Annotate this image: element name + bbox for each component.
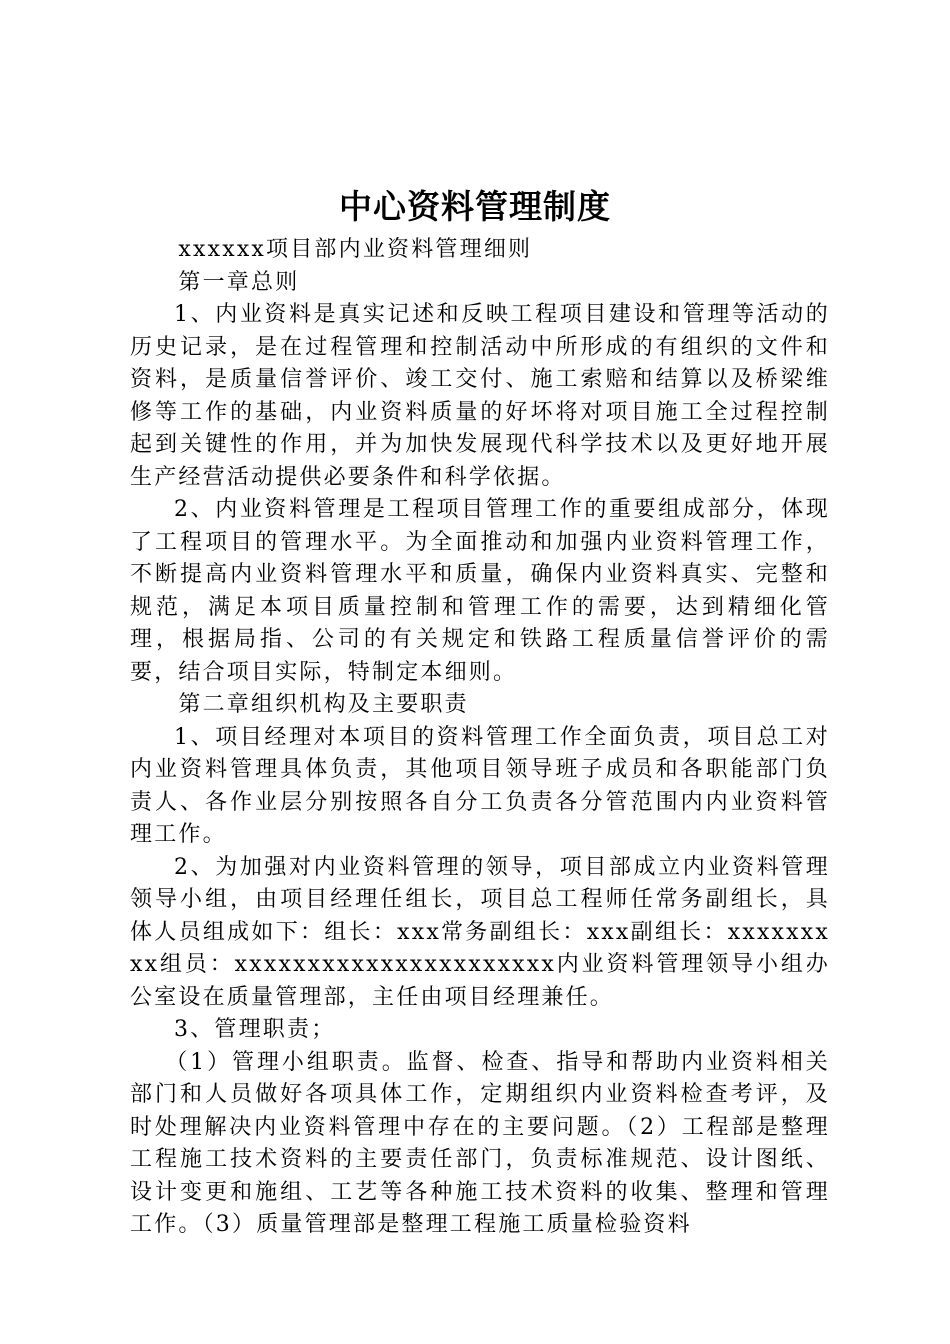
chapter-1-heading: 第一章总则 [178,269,300,295]
subtitle-paragraph: xxxxxx项目部内业资料管理细则 [178,237,533,262]
document-body [130,234,830,1242]
document-title: 中心资料管理制度 [339,187,611,226]
body-paragraph-5: 3、管理职责； [174,1017,336,1042]
body-paragraph-2: 2、内业资料管理是工程项目管理工作的重要组成部分，体现了工程项目的管理水平。为全面推动和加强内业资料管理工作，不断提高内业资料管理水平和质量，确保内业资料真实、完整和规范，满足本项目质量控制和管理工作的需要，达到精细化管理，根据局指、公司的有关规定和铁路工程质量信誉评价的需要，结合项目实际，特制定本细则。 [130,497,830,685]
body-paragraph-4: 2、为加强对内业资料管理的领导，项目部成立内业资料管理领导小组，由项目经理任组长，项目总工程师任常务副组长，具体人员组成如下：组长：xxx常务副组长：xxx副组长：xxxxxxxxx组员：xxxxxxxxxxxxxxxxxxxxxx内业资料管理领导小组办公室设在质量管理部，主任由项目经理兼任。 [130,854,830,1010]
body-paragraph-6: （1）管理小组职责。监督、检查、指导和帮助内业资料相关部门和人员做好各项具体工作，定期组织内业资料检查考评，及时处理解决内业资料管理中存在的主要问题。（2）工程部是整理工程施工技术资料的主要责任部门，负责标准规范、设计图纸、设计变更和施组、工艺等各种施工技术资料的收集、整理和管理工作。（3）质量管理部是整理工程施工质量检验资料 [130,1049,830,1237]
body-paragraph-3: 1、项目经理对本项目的资料管理工作全面负责，项目总工对内业资料管理具体负责，其他项目领导班子成员和各职能部门负责人、各作业层分别按照各自分工负责各分管范围内内业资料管理工作。 [130,724,830,847]
chapter-2-heading: 第二章组织机构及主要职责 [178,692,469,717]
body-paragraph-1: 1、内业资料是真实记述和反映工程项目建设和管理等活动的历史记录，是在过程管理和控制活动中所形成的有组织的文件和资料，是质量信誉评价、竣工交付、施工索赔和结算以及桥梁维修等工作的基础，内业资料质量的好坏将对项目施工全过程控制起到关键性的作用，并为加快发展现代科学技术以及更好地开展生产经营活动提供必要条件和科学依据。 [130,302,830,490]
